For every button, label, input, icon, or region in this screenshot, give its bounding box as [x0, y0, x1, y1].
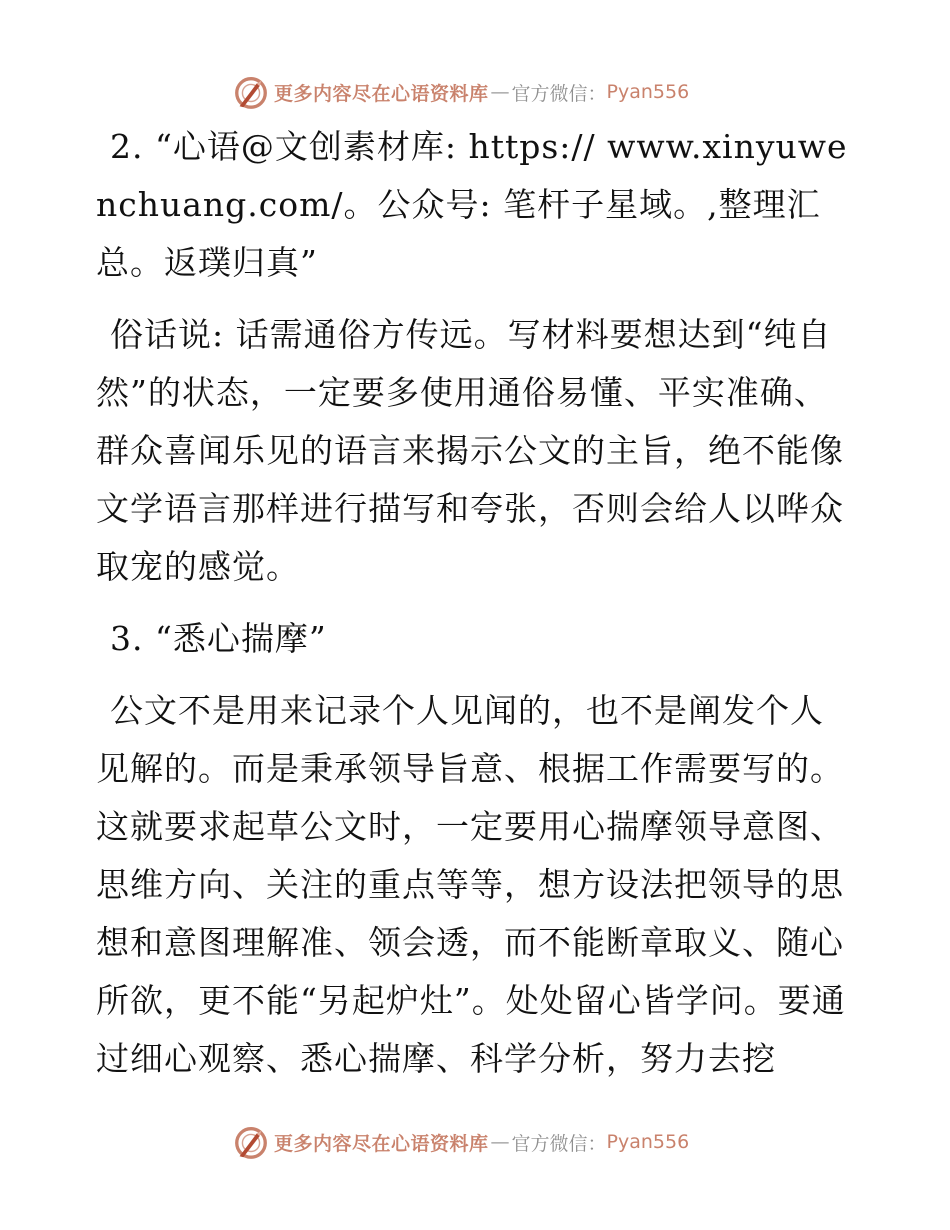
- banner-wechat-handle: Pyan556: [606, 1131, 690, 1153]
- paragraph-heading-2: 2. “心语@文创素材库: https:// www.xinyuwenchuang.com/。公众号: 笔杆子星域。,整理汇总。返璞归真”: [96, 127, 848, 282]
- document-body: [96, 118, 856, 1102]
- paragraph-body-2: 公文不是用来记录个人见闻的，也不是阐发个人见解的。而是秉承领导旨意、根据工作需要写的。这就要求起草公文时，一定要用心揣摩领导意图、思维方向、关注的重点等等，想方设法把领导的思想和意图理解准、领会透，而不能断章取义、随心所欲，更不能“另起炉灶”。处处留心皆学问。要通过细心观察、悉心揣摩、科学分析，努力去挖: [96, 691, 846, 1078]
- banner-wechat-handle: Pyan556: [606, 81, 690, 103]
- banner-dash: —: [490, 81, 510, 103]
- footer-watermark-banner: [232, 1122, 689, 1162]
- banner-brand-text: 更多内容尽在心语资料库: [274, 82, 489, 105]
- banner-contact-label: 官方微信：: [511, 82, 607, 105]
- paragraph-heading-3: 3. “悉心揣摩”: [110, 619, 327, 658]
- pen-nib-logo-icon: [232, 73, 270, 111]
- banner-brand-text: 更多内容尽在心语资料库: [274, 1132, 489, 1155]
- banner-dash: —: [490, 1131, 510, 1153]
- banner-contact-label: 官方微信：: [511, 1132, 607, 1155]
- header-watermark-banner: [232, 72, 689, 112]
- paragraph-body-1: 俗话说: 话需通俗方传远。写材料要想达到“纯自然”的状态，一定要多使用通俗易懂、平实准确、群众喜闻乐见的语言来揭示公文的主旨，绝不能像文学语言那样进行描写和夸张，否则会给人以哗众取宠的感觉。: [96, 315, 844, 586]
- pen-nib-logo-icon: [232, 1123, 270, 1161]
